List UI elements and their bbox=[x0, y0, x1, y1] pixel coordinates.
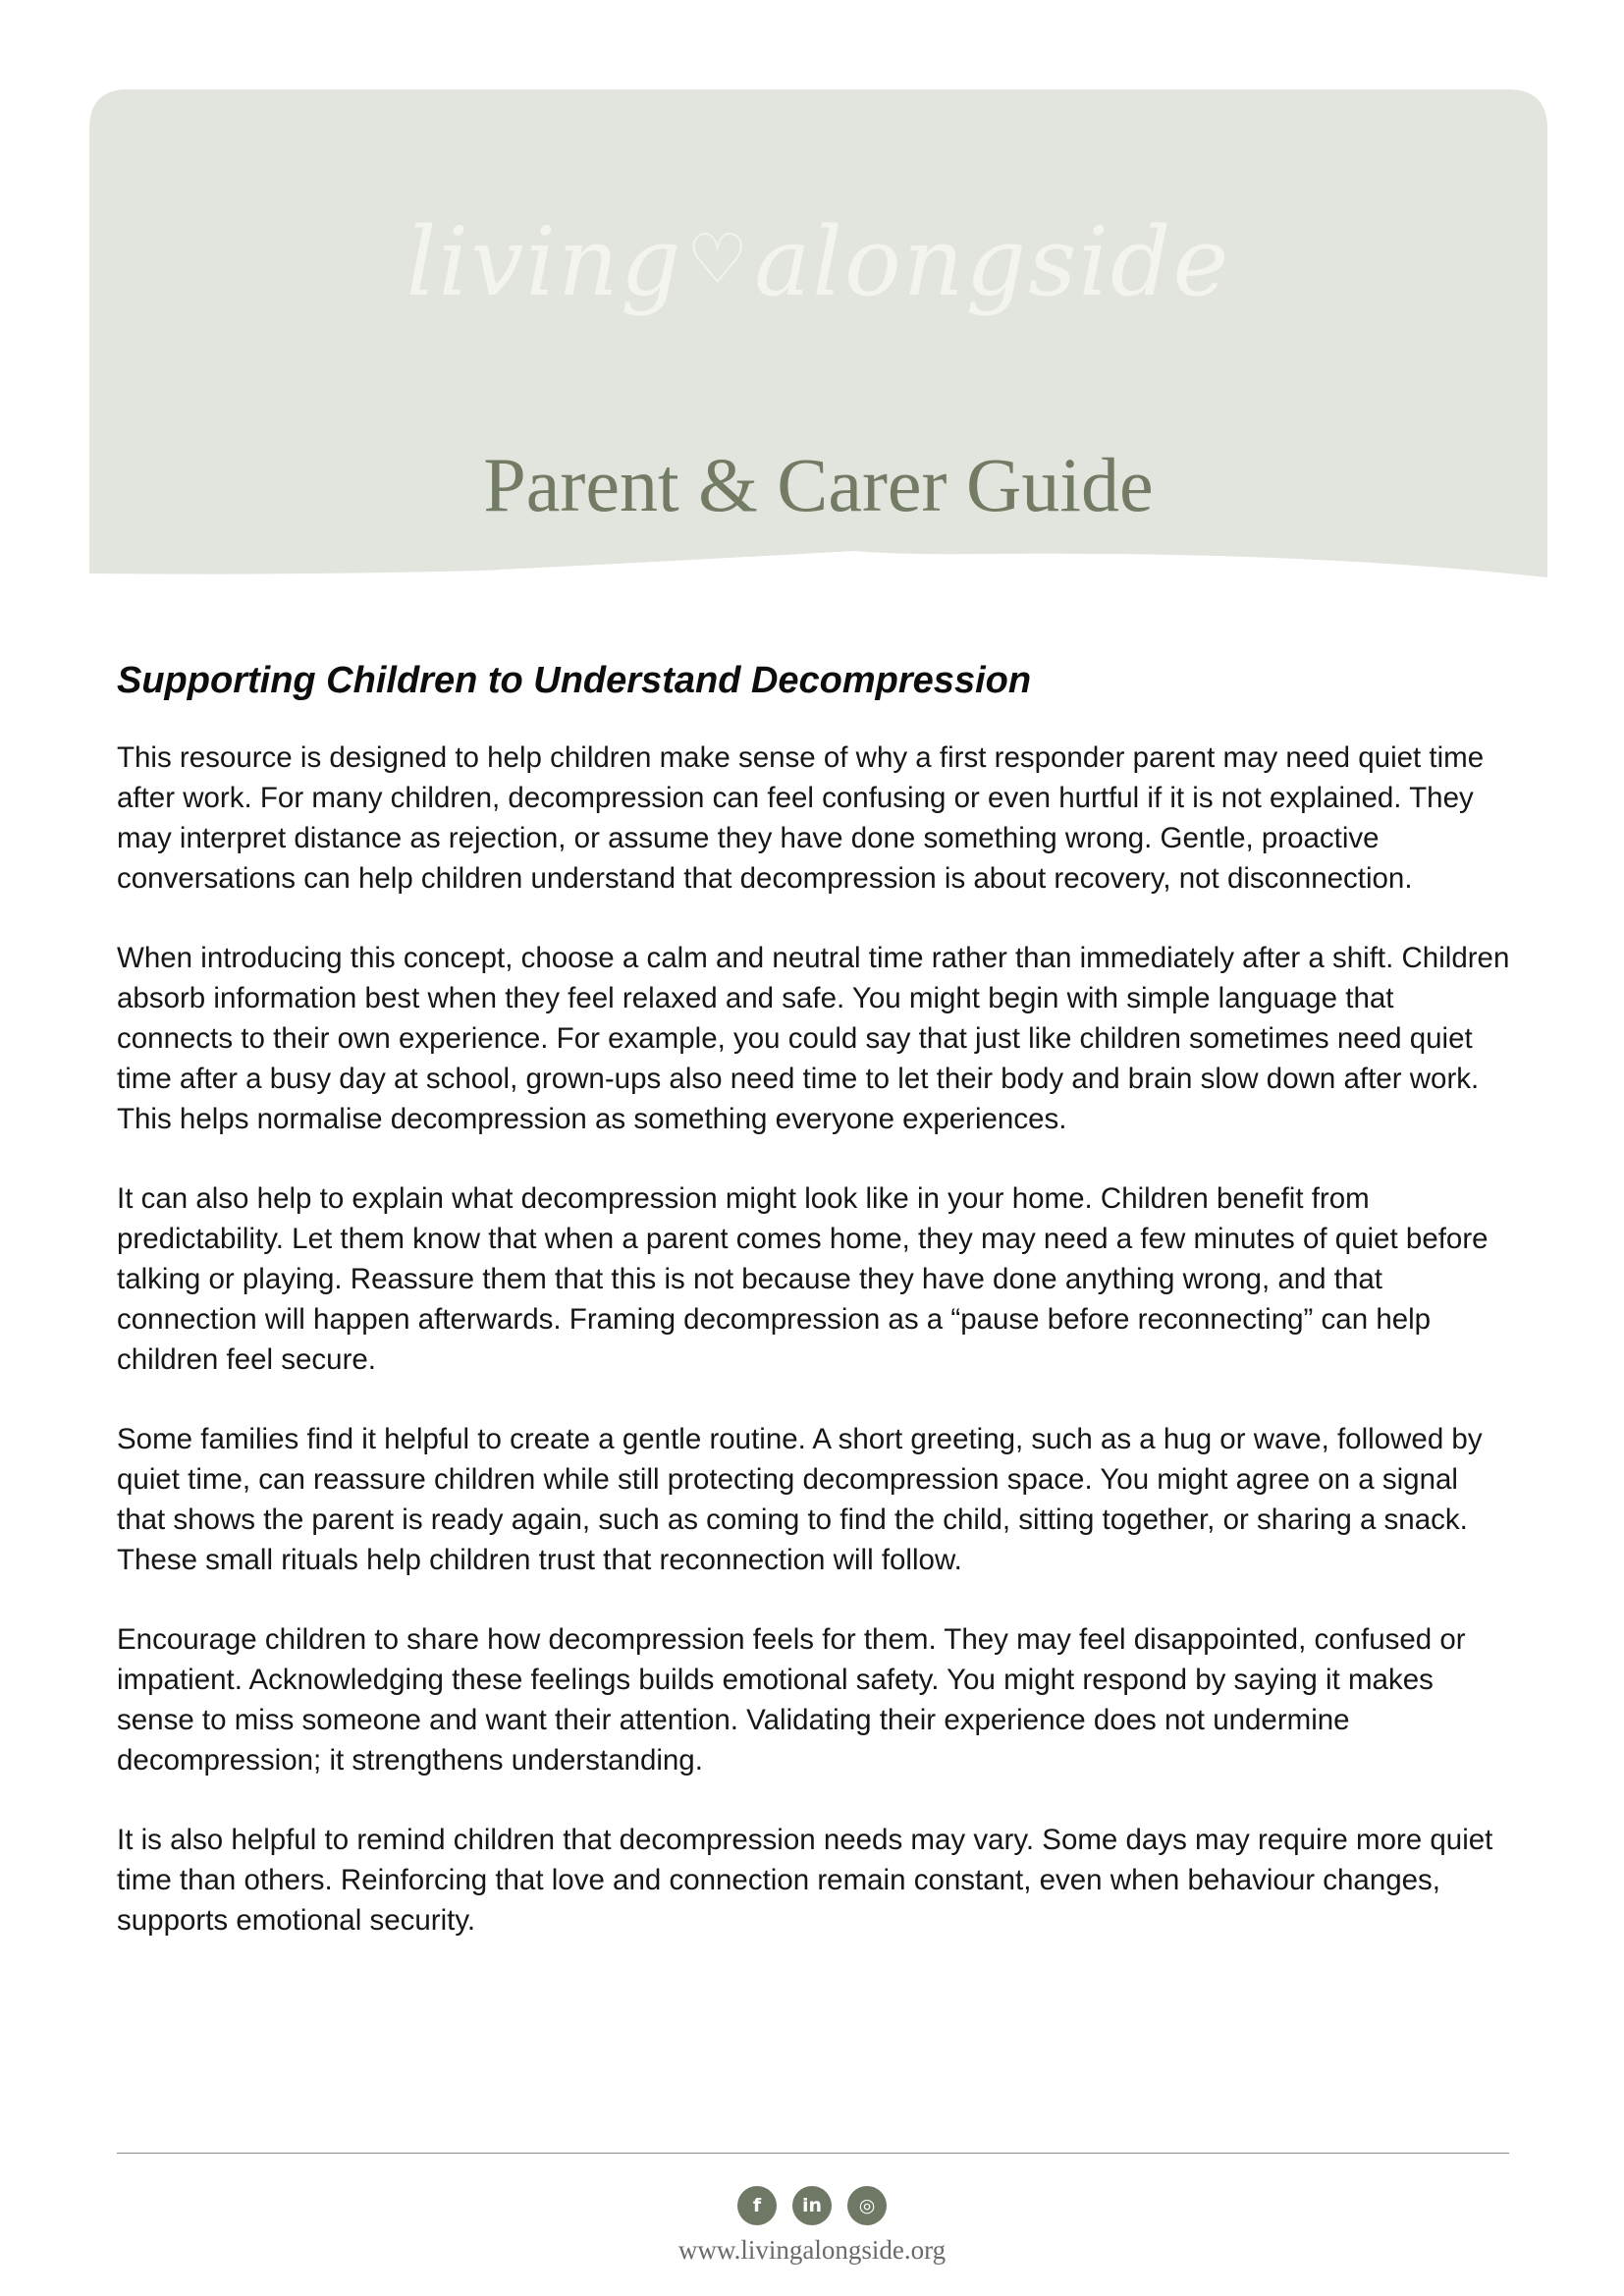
header-banner bbox=[89, 89, 1547, 580]
instagram-icon[interactable]: ◎ bbox=[847, 2186, 887, 2225]
facebook-icon[interactable]: f bbox=[737, 2186, 777, 2225]
paragraph-2: When introducing this concept, choose a calm and neutral time rather than immediately after a shift. Children absorb information best when they feel relaxed and safe. You might begin with simple language that connects to their own experience. For example, you could say that just like children sometimes need quiet time after a busy day at school, grown-ups also need time to let their body and brain slow down after work. This helps normalise decompression as something everyone experiences. bbox=[117, 942, 1510, 1135]
logo-word-alongside: alongside bbox=[754, 207, 1231, 317]
article bbox=[117, 660, 1511, 1980]
paragraph-5: Encourage children to share how decompression feels for them. They may feel disappointed, confused or impatient. Acknowledging these feelings builds emotional safety. You might respond by saying it makes sense to miss someone and want their attention. Validating their experience does not undermine decompression; it strengthens understanding. bbox=[117, 1623, 1466, 1777]
website-link[interactable]: www.livingalongside.org bbox=[677, 2235, 947, 2265]
linkedin-icon[interactable]: in bbox=[792, 2186, 832, 2225]
guide-title: Parent & Carer Guide bbox=[483, 442, 1154, 527]
logo-word-living: living bbox=[406, 207, 683, 317]
brand-logo bbox=[89, 207, 1547, 317]
heart-icon: ♡ bbox=[686, 219, 751, 300]
paragraph-6: It is also helpful to remind children that decompression needs may vary. Some days may require more quiet time than others. Reinforcing that love and connection remain constant, even when behaviour changes, supports emotional security. bbox=[117, 1824, 1493, 1937]
social-links bbox=[0, 2186, 1624, 2225]
footer-divider bbox=[117, 2153, 1509, 2154]
paragraph-4: Some families find it helpful to create a gentle routine. A short greeting, such as a hug or wave, followed by quiet time, can reassure children while still protecting decompression space. You might agree on a signal that shows the parent is ready again, such as coming to find the child, sitting together, or sharing a snack. These small rituals help children trust that reconnection will follow. bbox=[117, 1423, 1483, 1576]
article-title: Supporting Children to Understand Decompression bbox=[117, 660, 1032, 701]
paragraph-1: This resource is designed to help children make sense of why a first responder parent may need quiet time after work. For many children, decompression can feel confusing or even hurtful if it is not explained. They may interpret distance as rejection, or assume they have done something wrong. Gentle, proactive conversations can help children understand that decompression is about recovery, not disconnection. bbox=[117, 741, 1485, 895]
paragraph-3: It can also help to explain what decompression might look like in your home. Children benefit from predictability. Let them know that when a parent comes home, they may need a few minutes of quiet before talking or playing. Reassure them that this is not because they have done anything wrong, and that connection will happen afterwards. Framing decompression as a “pause before reconnecting” can help children feel secure. bbox=[117, 1182, 1489, 1376]
